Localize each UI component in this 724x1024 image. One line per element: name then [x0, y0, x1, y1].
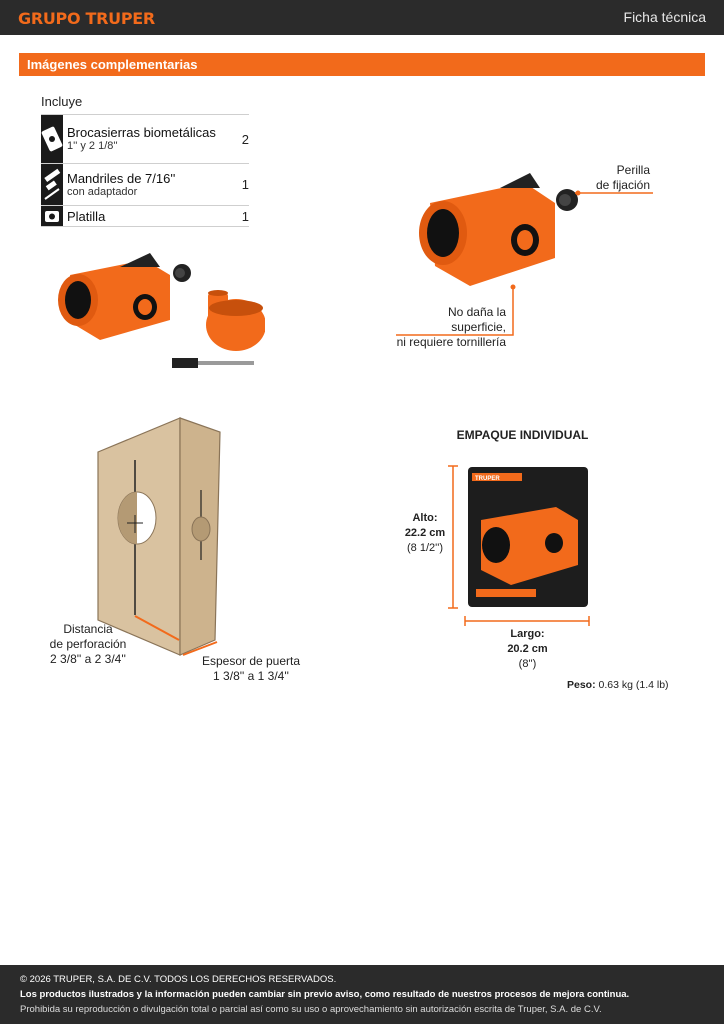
backset-line: Distancia — [63, 622, 113, 636]
callout-line: de fijación — [595, 178, 650, 192]
package-image — [466, 465, 590, 609]
backset-label — [40, 622, 136, 667]
item-detail: 1'' y 2 1/8'' — [67, 140, 118, 152]
section-header — [19, 53, 705, 76]
item-detail: con adaptador — [67, 185, 138, 198]
item-name: Brocasierras biometálicas — [67, 125, 216, 140]
backset-line: de perforación — [49, 637, 127, 651]
table-row — [41, 115, 249, 164]
item-quantity: 1 — [219, 164, 249, 206]
document-type: Ficha técnica — [623, 9, 706, 25]
hole-saw-icon — [41, 115, 63, 164]
table-row — [41, 206, 249, 227]
top-header — [0, 0, 724, 35]
height-metric: 22.2 cm — [404, 527, 446, 539]
notice-text: Los productos ilustrados y la información pueden cambiar sin previo aviso, como resultado de nuestros procesos de mejora continua. — [20, 989, 630, 1000]
callout-line: ni requiere tornillería — [396, 335, 506, 349]
length-title: Largo: — [510, 628, 545, 640]
callout-line: Perilla — [616, 163, 650, 177]
length-imperial: (8'') — [518, 658, 537, 670]
weight-label: Peso: — [567, 679, 596, 691]
page-footer — [0, 965, 724, 1024]
length-metric: 20.2 cm — [507, 643, 548, 655]
length-label — [500, 627, 555, 672]
callout-leader-knob — [575, 190, 655, 196]
height-label — [400, 511, 450, 556]
item-name: Platilla — [67, 208, 106, 224]
thickness-label — [196, 654, 306, 684]
package-brand: TRUPER — [475, 476, 500, 482]
section-title: Imágenes complementarias — [27, 57, 198, 72]
copyright-text: © 2026 TRUPER, S.A. DE C.V. TODOS LOS DERECHOS RESERVADOS. — [20, 974, 337, 985]
prohibition-text: Prohibida su reproducción o divulgación total o parcial así como su uso o aprovechamiento sin autorización escrita de Truper, S.A. de C.V. — [20, 1004, 602, 1015]
weight-info — [567, 679, 669, 691]
backset-line: 2 3/8'' a 2 3/4'' — [50, 652, 126, 666]
includes-table — [41, 114, 249, 227]
thickness-line: 1 3/8'' a 1 3/4'' — [213, 669, 289, 683]
brand-logo: GRUPO TRUPER — [18, 9, 155, 28]
weight-value: 0.63 kg (1.4 lb) — [598, 679, 669, 691]
template-icon — [41, 206, 63, 227]
height-imperial: (8 1/2'') — [407, 542, 443, 554]
height-title: Alto: — [412, 512, 438, 524]
thickness-line: Espesor de puerta — [201, 654, 301, 668]
length-dimension-line — [463, 616, 591, 626]
callout-knob — [560, 163, 650, 193]
includes-title: Incluye — [41, 94, 83, 109]
package-title: EMPAQUE INDIVIDUAL — [456, 428, 589, 442]
item-quantity: 2 — [219, 115, 249, 164]
table-row — [41, 164, 249, 206]
kit-product-image — [50, 245, 265, 375]
callout-surface — [390, 305, 506, 350]
item-name: Mandriles de 7/16'' — [67, 170, 176, 186]
arbor-icon — [41, 164, 63, 206]
callout-line: No daña la superficie, — [447, 305, 506, 334]
item-quantity: 1 — [219, 206, 249, 227]
